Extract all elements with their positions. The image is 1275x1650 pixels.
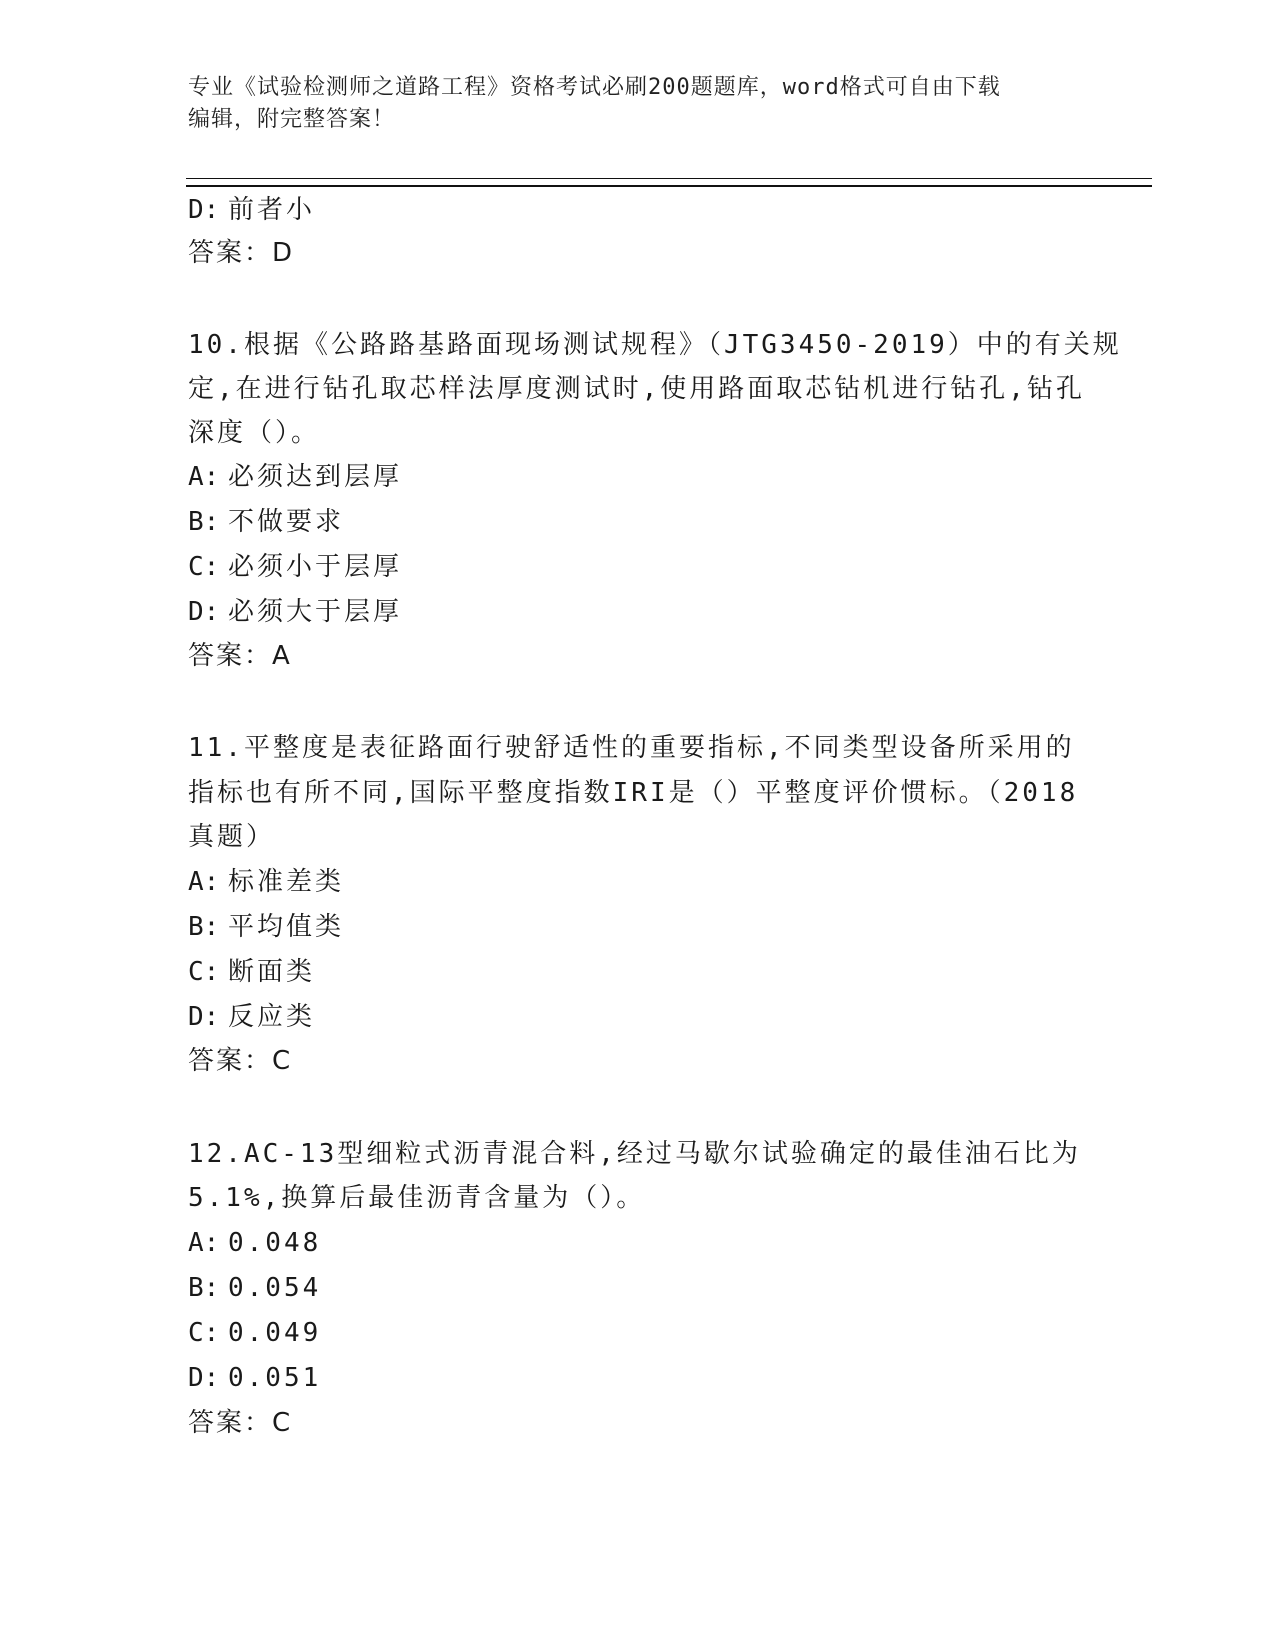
q11-stem-line-1: 11.平整度是表征路面行驶舒适性的重要指标,不同类型设备所采用的 (188, 733, 1075, 763)
q11-option-c (188, 954, 315, 990)
option-text: 必须达到层厚 (228, 462, 403, 492)
q11-option-a (188, 864, 344, 900)
option-text: 0.051 (228, 1363, 322, 1393)
q10-option-d (188, 594, 402, 630)
q12-option-c (188, 1315, 321, 1351)
q10-option-b (188, 504, 344, 540)
option-letter: B: (188, 1273, 220, 1303)
option-letter: D: (188, 1363, 220, 1393)
q11-stem-line-3: 真题） (188, 822, 276, 852)
q11-answer: 答案：C (188, 1046, 293, 1076)
option-letter: B: (188, 912, 220, 942)
q12-option-b (188, 1270, 321, 1306)
option-letter: D: (188, 597, 220, 627)
option-letter: A: (188, 462, 220, 492)
option-text: 0.054 (228, 1273, 322, 1303)
option-letter: A: (188, 1228, 220, 1258)
q10-answer: 答案：A (188, 641, 292, 671)
q10-option-a (188, 459, 402, 495)
header-line-2: 编辑，附完整答案！ (188, 107, 396, 132)
page-header (188, 72, 1088, 136)
q10-stem-line-2: 定,在进行钻孔取芯样法厚度测试时,使用路面取芯钻机进行钻孔,钻孔 (188, 374, 1085, 404)
option-letter: C: (188, 552, 220, 582)
q12-option-a (188, 1225, 321, 1261)
q11-option-d (188, 999, 315, 1035)
option-text: 0.048 (228, 1228, 322, 1258)
q12-answer: 答案：C (188, 1408, 293, 1438)
option-letter: D: (188, 1002, 220, 1032)
header-line-1: 专业《试验检测师之道路工程》资格考试必刷200题题库，word格式可自由下载 (188, 75, 1001, 100)
option-text: 标准差类 (228, 867, 345, 897)
option-text: 断面类 (228, 957, 316, 987)
q12-stem-line-1: 12.AC-13型细粒式沥青混合料,经过马歇尔试验确定的最佳油石比为 (188, 1139, 1081, 1169)
option-text: 平均值类 (228, 912, 345, 942)
option-letter: A: (188, 867, 220, 897)
q11-option-b (188, 909, 344, 945)
option-text: 前者小 (228, 195, 316, 225)
option-letter: C: (188, 957, 220, 987)
prev-option-d (188, 192, 315, 228)
option-letter: C: (188, 1318, 220, 1348)
header-divider (186, 178, 1152, 187)
option-text: 必须小于层厚 (228, 552, 403, 582)
option-letter: B: (188, 507, 220, 537)
prev-answer: 答案：D (188, 238, 295, 268)
option-text: 不做要求 (228, 507, 345, 537)
option-text: 必须大于层厚 (228, 597, 403, 627)
q10-option-c (188, 549, 402, 585)
option-text: 0.049 (228, 1318, 322, 1348)
option-text: 反应类 (228, 1002, 316, 1032)
q10-stem-line-3: 深度（）。 (188, 418, 321, 448)
q12-stem-line-2: 5.1%,换算后最佳沥青含量为（）。 (188, 1183, 646, 1213)
q11-stem-line-2: 指标也有所不同,国际平整度指数IRI是（）平整度评价惯标。（2018 (188, 778, 1079, 808)
option-letter: D: (188, 195, 220, 225)
q10-stem-line-1: 10.根据《公路路基路面现场测试规程》（JTG3450-2019）中的有关规 (188, 330, 1122, 360)
q12-option-d (188, 1360, 321, 1396)
